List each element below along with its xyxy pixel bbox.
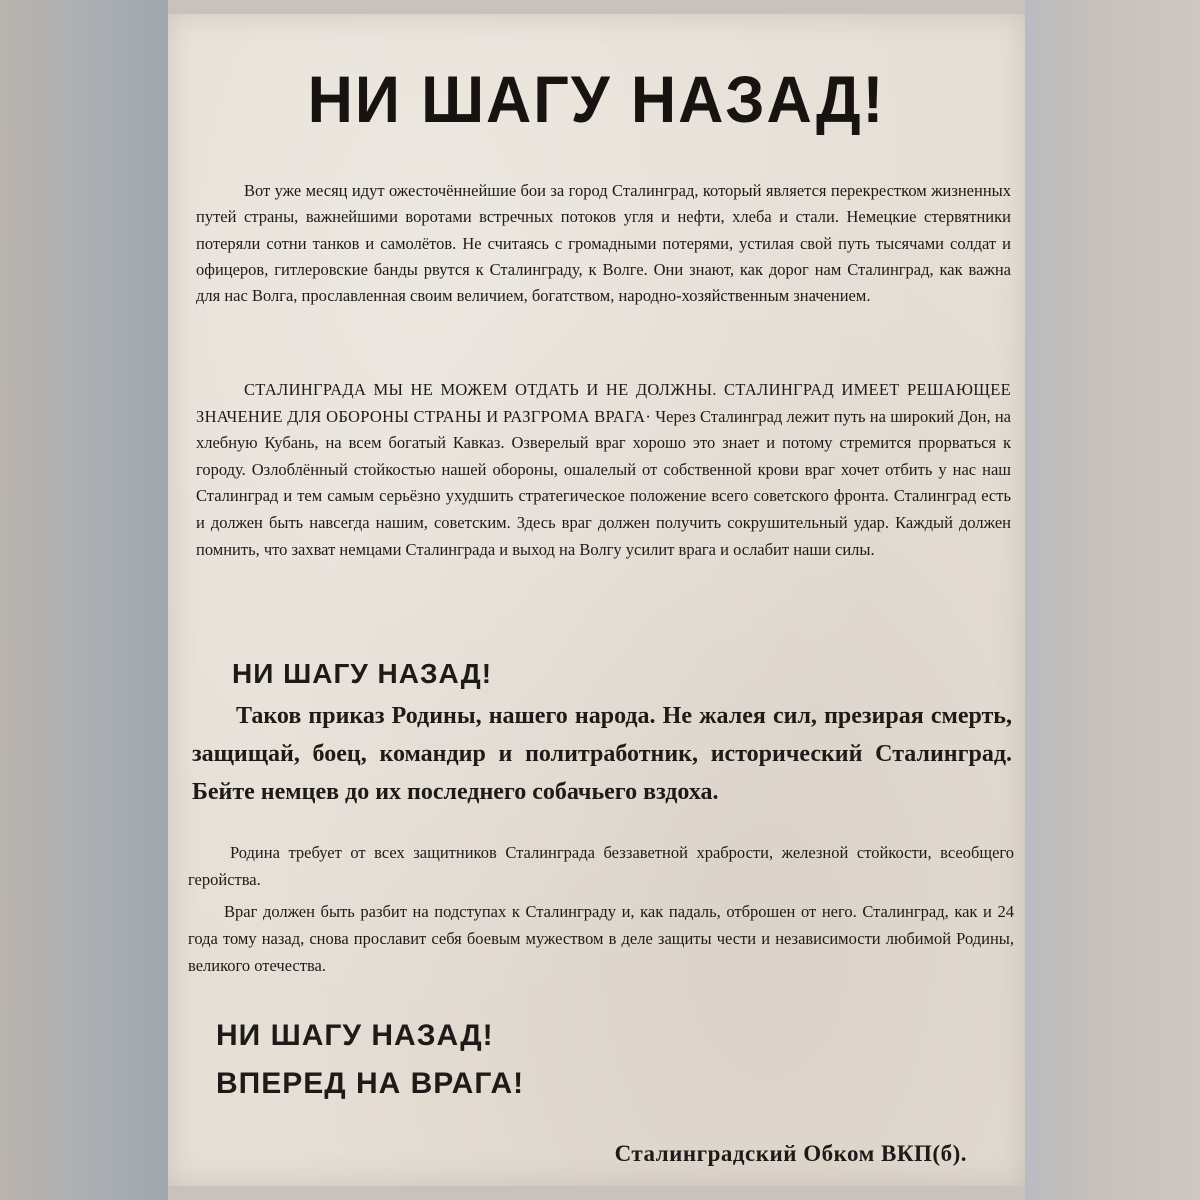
background-top: [0, 0, 1200, 14]
background-bottom: [0, 1186, 1200, 1200]
caps-paragraph: [196, 377, 1011, 563]
leaflet-sheet: [168, 14, 1025, 1186]
slogan-no-step-back: НИ ШАГУ НАЗАД!: [216, 1019, 494, 1052]
headline: НИ ШАГУ НАЗАД!: [307, 62, 886, 136]
background-right-border: [1025, 0, 1200, 1200]
slogan-forward: ВПЕРЕД НА ВРАГА!: [216, 1067, 525, 1100]
intro-paragraph: Вот уже месяц идут ожесточённейшие бои за город Сталинград, который является перекрестком жизненных путей страны, важнейшими воротами встречных потоков угля и нефти, хлеба и стали. Немецкие стервятники потеряли сотни танков и самолётов. Не считаясь с громадными потерями, устилая свой путь тысячами солдат и офицеров, гитлеровские банды рвутся к Сталинграду, к Волге. Они знают, как дорог нам Сталинград, как важна для нас Волга, прославленная своим величием, богатством, народно-хозяйственным значением.: [196, 181, 1011, 306]
subheading: НИ ШАГУ НАЗАД!: [232, 658, 493, 689]
demand-paragraph: Родина требует от всех защитников Сталинграда беззаветной храбрости, железной стойкости, всеобщего геройства.: [188, 843, 1014, 889]
caps-body-text: Через Сталинград лежит путь на широкий Дон, на хлебную Кубань, на всем богатый Кавказ. Озверелый враг хорошо это знает и потому стремится прорваться к городу. Озлоблённый стойкостью нашей обороны, ошалелый от собственной крови враг хочет отбить у нас наш Сталинград и тем самым серьёзно ухудшить стратегическое положение всего советского фронта. Сталинград есть и должен быть навсегда нашим, советским. Здесь враг должен получить сокрушительный удар. Каждый должен помнить, что захват немцами Сталинграда и выход на Волгу усилит врага и ослабит наши силы.: [196, 406, 1012, 559]
order-paragraph: Таков приказ Родины, нашего народа. Не жалея сил, презирая смерть, защищай, боец, командир и политработник, исторический Сталинград. Бейте немцев до их последнего собачьего вздоха.: [192, 703, 1012, 805]
enemy-paragraph: Враг должен быть разбит на подступах к Сталинграду и, как падаль, отброшен от него. Сталинград, как и 24 года тому назад, снова прославит себя боевым мужеством в деле защиты чести и независимости любимой Родины, великого отечества.: [188, 902, 1014, 975]
signature: Сталинградский Обком ВКП(б).: [614, 1141, 967, 1166]
closing-slogans: [216, 1012, 524, 1108]
caps-lead-text: СТАЛИНГРАДА МЫ НЕ МОЖЕМ ОТДАТЬ И НЕ ДОЛЖНЫ. СТАЛИНГРАД ИМЕЕТ РЕШАЮЩЕЕ ЗНАЧЕНИЕ ДЛЯ ОБОРОНЫ СТРАНЫ И РАЗГРОМА ВРАГА·: [196, 380, 1011, 426]
background-left-border: [0, 0, 168, 1200]
